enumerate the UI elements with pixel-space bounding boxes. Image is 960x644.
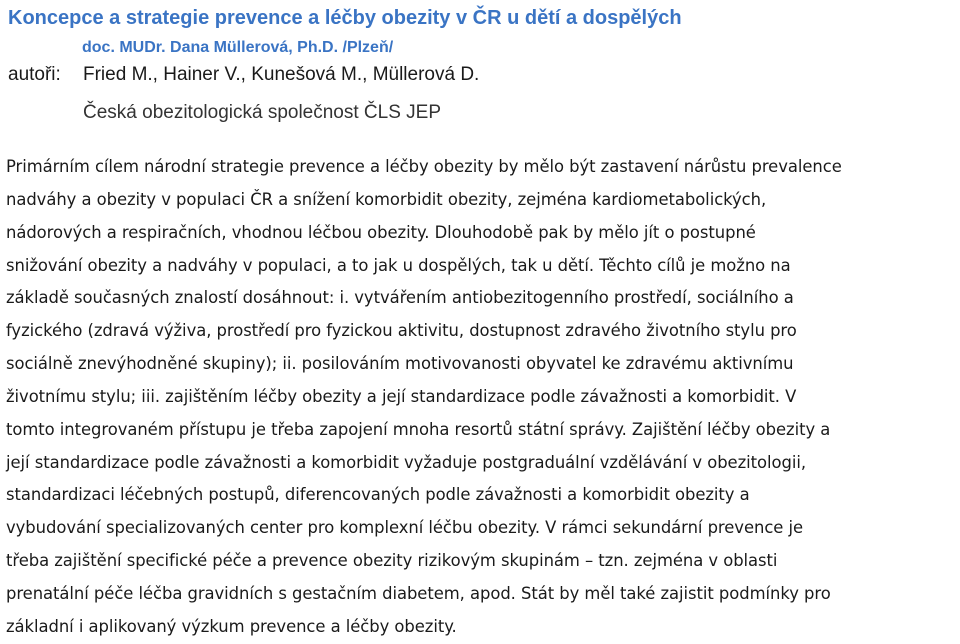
title-line-1: Koncepce a strategie prevence a léčby obezity v ČR u dětí a dospělých — [8, 7, 682, 29]
body-line: její standardizace podle závažnosti a komorbidit vyžaduje postgraduální vzdělávání v obezitologii, — [6, 452, 807, 472]
body-line: standardizaci léčebných postupů, diferencovaných podle závažnosti a komorbidit obezity a — [6, 485, 750, 505]
body-line: třeba zajištění specifické péče a prevence obezity rizikovým skupinám – tzn. zejména v oblasti — [6, 551, 778, 571]
body-line: snižování obezity a nadváhy v populaci, a to jak u dospělých, tak u dětí. Těchto cílů je možno na — [6, 255, 791, 275]
body-line: prenatální péče léčba gravidních s gestačním diabetem, apod. Stát by měl také zajistit podmínky pro — [6, 583, 831, 603]
society-name: Česká obezitologická společnost ČLS JEP — [83, 102, 442, 123]
title-line-2: doc. MUDr. Dana Müllerová, Ph.D. /Plzeň/ — [82, 39, 394, 56]
body-line: životnímu stylu; iii. zajištěním léčby obezity a její standardizace podle závažnosti a komorbidit. V — [6, 386, 797, 406]
authors-names: Fried M., Hainer V., Kunešová M., Müllerová D. — [83, 64, 480, 85]
body-line: tomto integrovaném přístupu je třeba zapojení mnoha resortů státní správy. Zajištění léčby obezity a — [6, 419, 831, 439]
body-line: základní i aplikovaný výzkum prevence a léčby obezity. — [6, 616, 457, 636]
authors-line — [8, 62, 479, 88]
document-title — [8, 4, 958, 62]
body-paragraph — [6, 151, 956, 644]
body-line: Primárním cílem národní strategie prevence a léčby obezity by mělo být zastavení nárůstu prevalence — [6, 157, 842, 176]
body-line: sociálně znevýhodněné skupiny); ii. posilováním motivovanosti obyvatel ke zdravému aktivnímu — [6, 354, 794, 374]
body-line: fyzického (zdravá výživa, prostředí pro fyzickou aktivitu, dostupnost zdravého životního stylu pro — [6, 321, 797, 341]
body-line: nádorových a respiračních, vhodnou léčbou obezity. Dlouhodobě pak by mělo jít o postupné — [6, 222, 756, 242]
authors-label: autoři: — [8, 64, 61, 85]
body-line: nadváhy a obezity v populaci ČR a snížení komorbidit obezity, zejména kardiometabolických, — [6, 189, 767, 209]
body-line: základě současných znalostí dosáhnout: i. vytvářením antiobezitogenního prostředí, sociálního a — [6, 288, 794, 308]
body-line: vybudování specializovaných center pro komplexní léčbu obezity. V rámci sekundární prevence je — [6, 518, 804, 538]
